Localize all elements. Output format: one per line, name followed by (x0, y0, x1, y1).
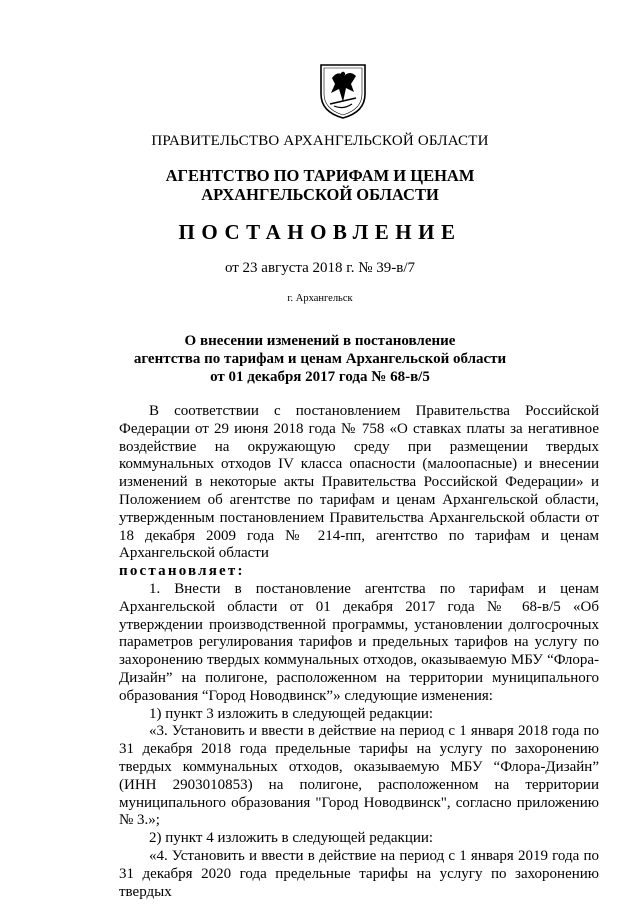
decree-word: постановляет: (119, 563, 245, 580)
arkhangelsk-coat-of-arms-icon (318, 62, 368, 120)
subject-line3: от 01 декабря 2017 года № 68-в/5 (210, 369, 430, 385)
government-name: ПРАВИТЕЛЬСТВО АРХАНГЕЛЬСКОЙ ОБЛАСТИ (151, 133, 489, 149)
agency-name-line1: АГЕНТСТВО ПО ТАРИФАМ И ЦЕНАМ (165, 166, 475, 185)
quote-item-3-paragraph: «3. Установить и ввести в действие на период с 1 января 2018 года по 31 декабря 2018 года предельные тарифы на услугу по захоронению твердых коммунальных отходов, оказываемую МБУ “Флора-Дизайн” (ИНН 2903010853) на полигоне, расположенном на территории муниципального образования "Город Новодвинск", согласно приложению № 3.»; (119, 723, 599, 829)
agency-name (0, 166, 640, 204)
subject-line1: О внесении изменений в постановление (184, 333, 456, 349)
document-subject (0, 332, 640, 386)
subitem-1-paragraph: 1) пункт 3 изложить в следующей редакции: (149, 705, 434, 722)
document-city: г. Архангельск (287, 293, 353, 304)
document-type-title: ПОСТАНОВЛЕНИЕ (178, 220, 462, 244)
document-body (119, 403, 599, 901)
subject-line2: агентства по тарифам и ценам Архангельской области (133, 351, 507, 367)
agency-name-line2: АРХАНГЕЛЬСКОЙ ОБЛАСТИ (201, 185, 439, 204)
quote-item-4-paragraph: «4. Установить и ввести в действие на период с 1 января 2019 года по 31 декабря 2020 года предельные тарифы на услугу по захоронению твердых (119, 847, 599, 900)
document-date-number: от 23 августа 2018 г. № 39-в/7 (224, 260, 416, 276)
preamble-paragraph: В соответствии с постановлением Правительства Российской Федерации от 29 июня 2018 года № 758 «О ставках платы за негативное воздействие на окружающую среду при размещении твердых коммунальных отходов IV класса опасности (малоопасные) и внесении изменений в некоторые акты Правительства Российской Федерации» и Положением об агентстве по тарифам и ценам Архангельской области, утвержденным постановлением Правительства Архангельской области от 18 декабря 2009 года № 214-пп, агентство по тарифам и ценам Архангельской области (119, 403, 599, 562)
item-1-paragraph: 1. Внести в постановление агентства по тарифам и ценам Архангельской области от 01 декабря 2017 года № 68-в/5 «Об утверждении производственной программы, установлении долгосрочных параметров регулирования тарифов и предельных тарифов на услугу по захоронению твердых коммунальных отходов, оказываемую МБУ “Флора-Дизайн” на полигоне, расположенном на территории муниципального образования “Город Новодвинск”» следующие изменения: (119, 580, 599, 704)
subitem-2-paragraph: 2) пункт 4 изложить в следующей редакции: (149, 830, 434, 847)
